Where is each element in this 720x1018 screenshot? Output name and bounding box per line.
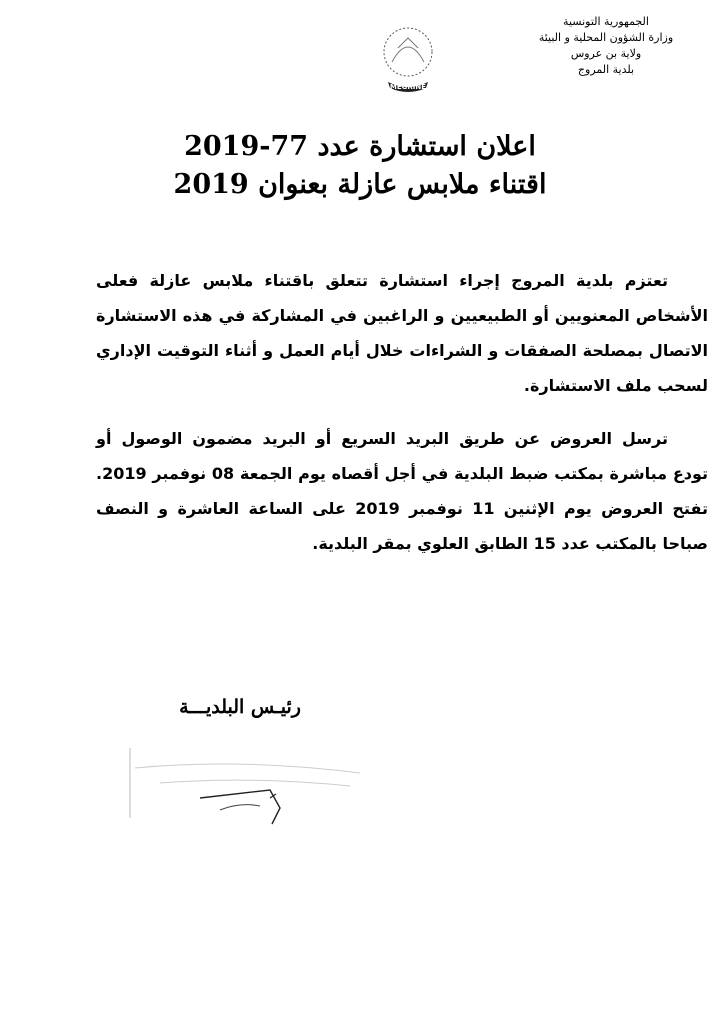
paragraph-1-line-4: لسحب ملف الاستشارة. [523, 376, 708, 395]
paragraph-1-line-1: تعتزم بلدية المروج إجراء استشارة تتعلق باقتناء ملابس عازلة فعلى [96, 271, 668, 290]
signature-title: رئيـس البلديـــة [179, 696, 301, 718]
announcement-body [96, 263, 708, 561]
handwritten-signature [120, 728, 380, 838]
paragraph-2 [96, 421, 708, 561]
paragraph-2-line-2: تودع مباشرة بمكتب ضبط البلدية في أجل أقصاه يوم الجمعة 08 نوفمبر 2019. [96, 464, 708, 483]
paragraph-1-line-3: الاتصال بمصلحة الصفقات و الشراءات خلال أيام العمل و أثناء التوقيت الإداري [96, 341, 708, 360]
header-line-ministry: وزارة الشؤون المحلية و البيئة [538, 31, 674, 44]
title-line-2: اقتناء ملابس عازلة بعنوان 2019 [173, 169, 547, 200]
municipality-logo [378, 22, 438, 102]
header-line-governorate: ولاية بن عروس [570, 47, 642, 60]
paragraph-2-line-3: تفتح العروض يوم الإثنين 11 نوفمبر 2019 على الساعة العاشرة و النصف [96, 499, 708, 518]
announcement-titles [0, 128, 720, 204]
header-block [506, 14, 706, 78]
paragraph-1-line-2: الأشخاص المعنويين أو الطبيعيين و الراغبين في المشاركة في هذه الاستشارة [96, 306, 708, 325]
header-line-municipality: بلدية المروج [577, 63, 635, 76]
header-line-republic: الجمهورية التونسية [563, 15, 649, 28]
paragraph-2-line-4: صباحا بالمكتب عدد 15 الطابق العلوي بمقر البلدية. [312, 534, 708, 553]
logo-text: MEGRINE [389, 83, 427, 91]
title-line-1: اعلان استشارة عدد 77-2019 [184, 131, 536, 162]
paragraph-2-line-1: ترسل العروض عن طريق البريد السريع أو البريد مضمون الوصول أو [96, 429, 668, 448]
paragraph-1 [96, 263, 708, 403]
